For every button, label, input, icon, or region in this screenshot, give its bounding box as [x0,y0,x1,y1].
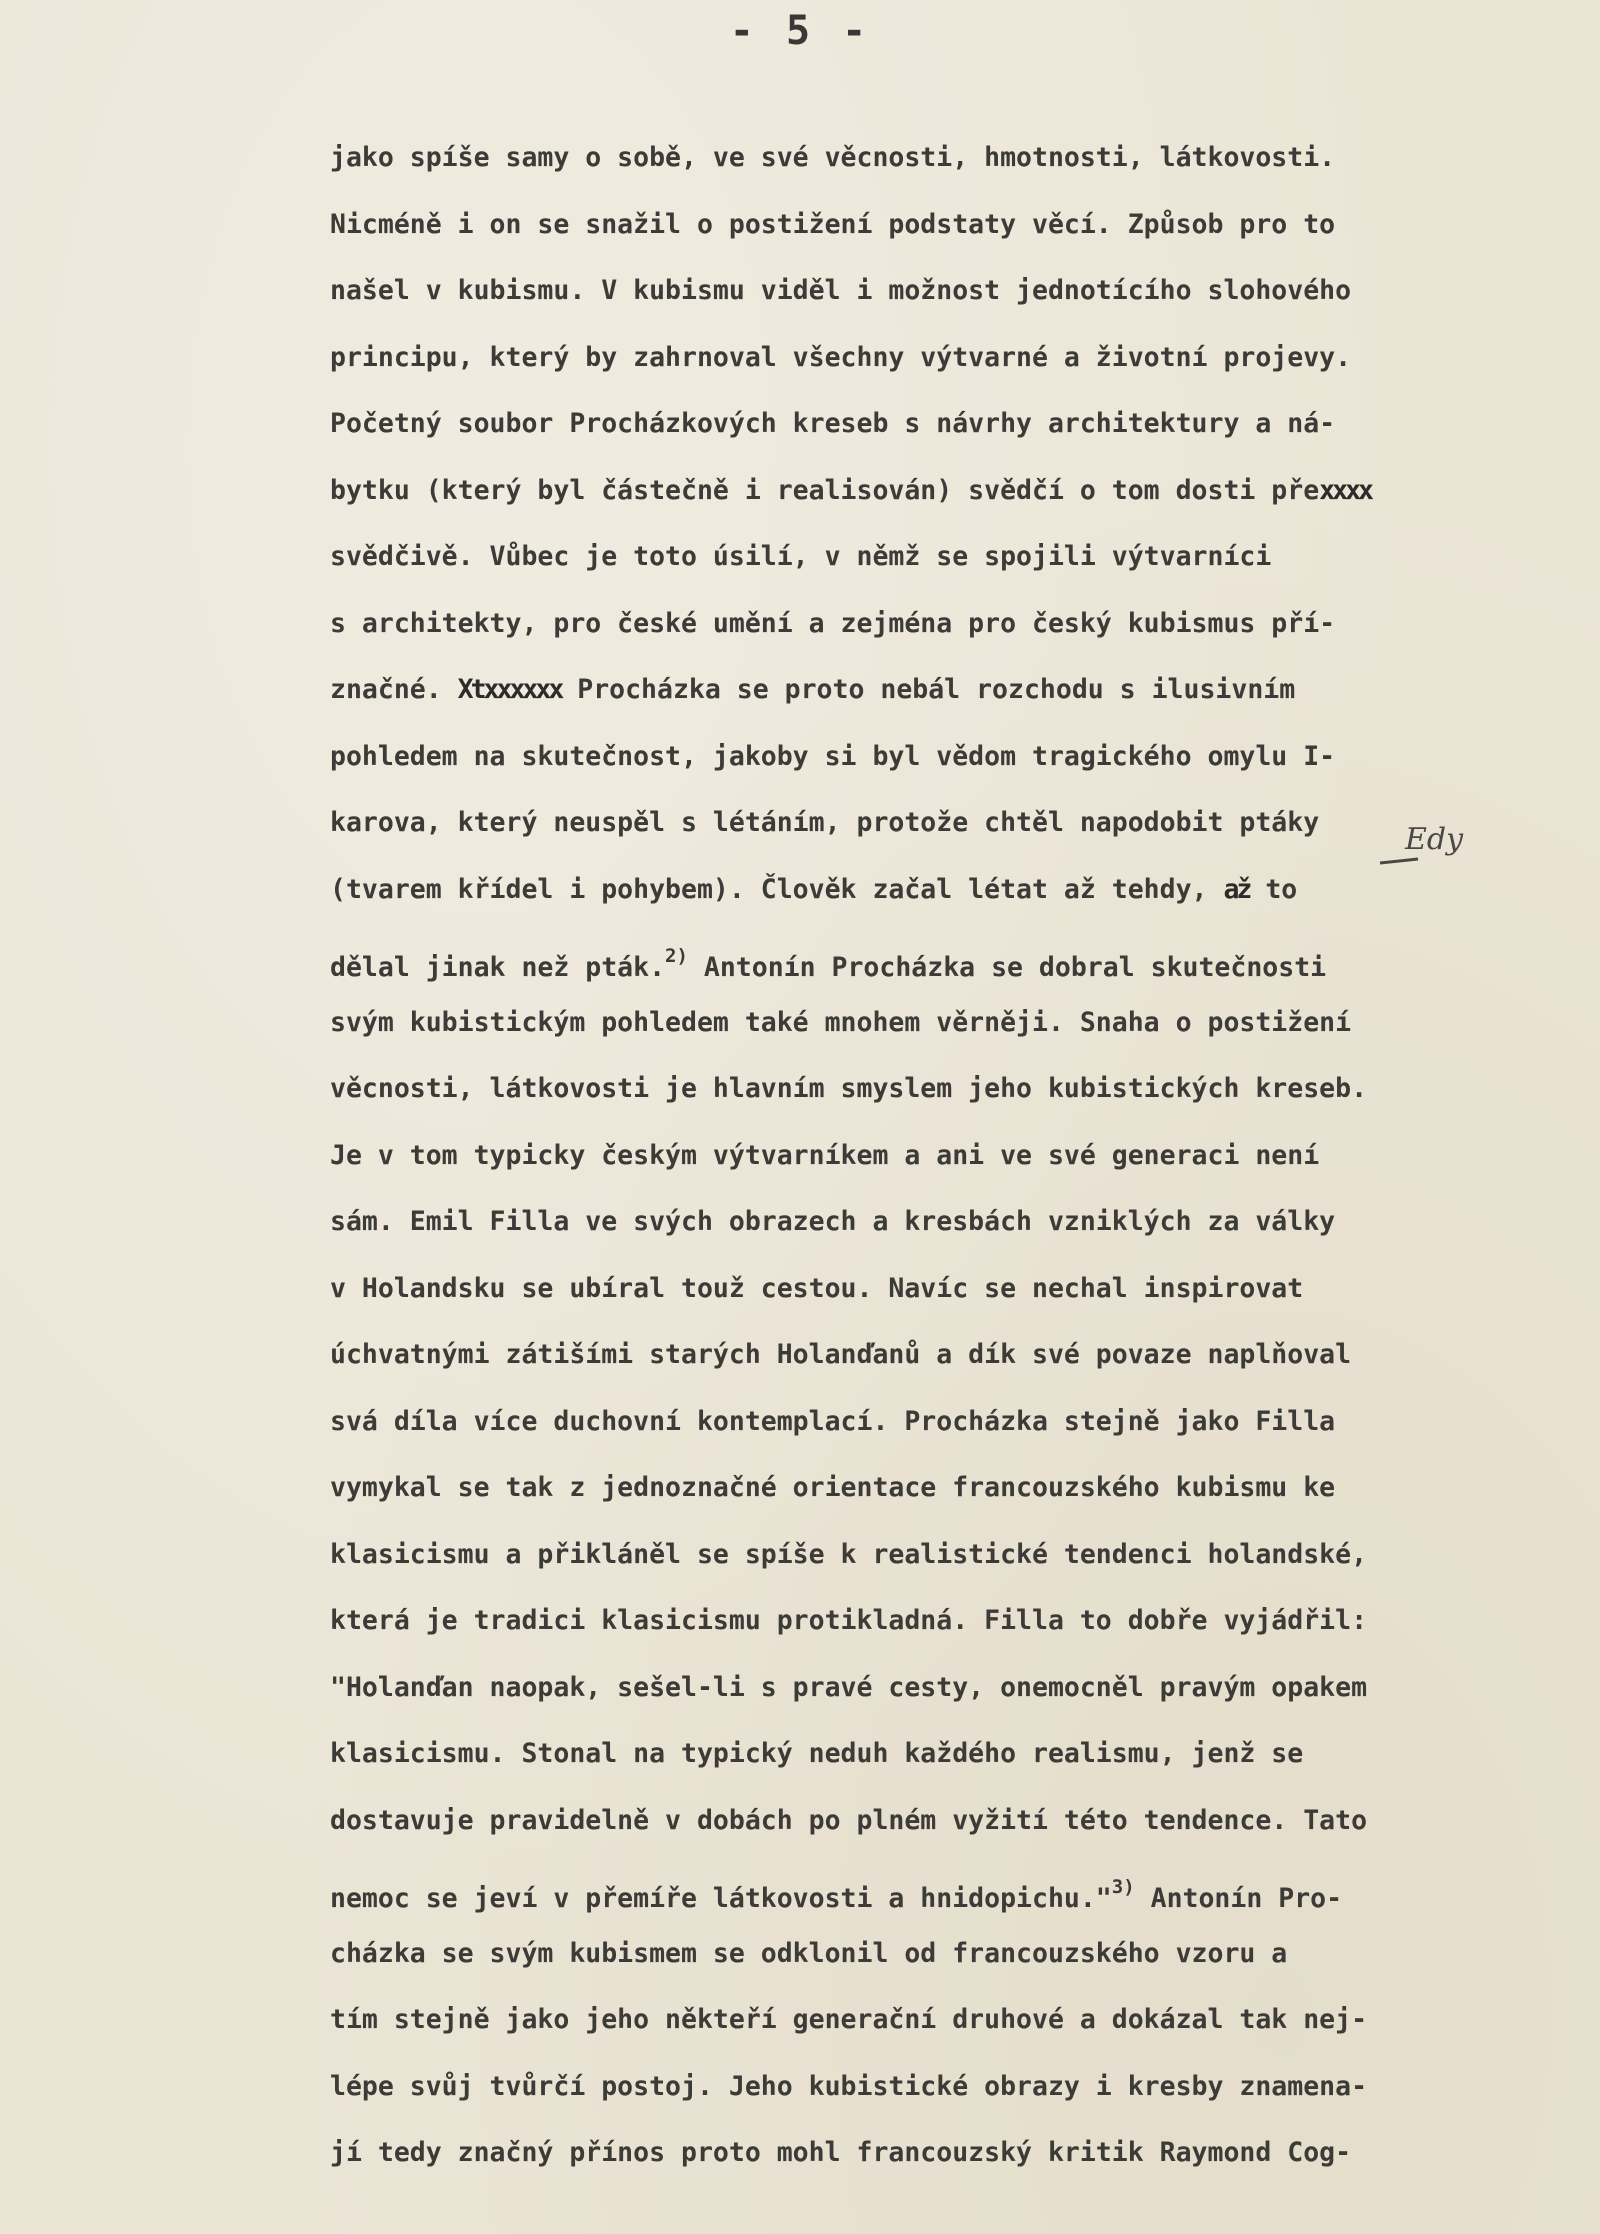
line-text: (tvarem křídel i pohybem). Člověk začal létat až tehdy, [330,873,1224,905]
text-line [330,1389,1600,1456]
line-text: dělal jinak než pták. [330,952,666,983]
text-line [330,1189,1600,1256]
line-text: Nicméně i on se snažil o postižení podstaty věcí. Způsob pro to [330,208,1336,240]
text-line [330,125,1600,192]
handwritten-correction: Edy [1405,822,1464,857]
text-line [330,1721,1600,1788]
text-line [330,1655,1600,1722]
line-text: tím stejně jako jeho někteří generační druhové a dokázal tak nej- [330,2004,1368,2035]
text-line [330,2120,1600,2187]
line-text: bytku (který byl částečně i realisován) svědčí o tom dosti pře [330,474,1320,506]
line-text: Početný soubor Procházkových kreseb s návrhy architektury a ná- [330,408,1336,439]
line-text: cházka se svým kubismem se odklonil od francouzského vzoru a [330,1937,1288,1969]
text-line [330,724,1600,791]
line-text: jí tedy značný přínos proto mohl francouzský kritik Raymond Cog- [330,2137,1352,2168]
line-text: klasicismu. Stonal na typický neduh každého realismu, jenž se [330,1738,1304,1769]
text-line [330,192,1600,259]
text-line [330,2054,1600,2121]
text-line [330,1455,1600,1522]
line-text: s architekty, pro české umění a zejména pro český kubismus pří- [330,607,1336,639]
text-line [330,790,1600,857]
text-line [330,258,1600,325]
text-line [330,458,1600,525]
overtyped-text: Xtxxxxxx [457,674,562,705]
line-text-continued: Procházka se proto nebál rozchodu s ilusivním [561,674,1296,705]
text-line [330,990,1600,1057]
footnote-marker: 2) [665,945,688,967]
text-line [330,591,1600,658]
overtyped-text: xxxx [1319,474,1371,506]
line-text-continued: Antonín Procházka se dobral skutečnosti [687,952,1327,983]
text-line [330,524,1600,591]
line-text: vymykal se tak z jednoznačné orientace francouzského kubismu ke [330,1472,1336,1503]
line-text: svědčivě. Vůbec je toto úsilí, v němž se spojili výtvarníci [330,541,1272,572]
text-line [330,857,1600,924]
line-text: pohledem na skutečnost, jakoby si byl vědom tragického omylu I- [330,740,1336,772]
line-text: svým kubistickým pohledem také mnohem věrněji. Snaha o postižení [330,1006,1352,1038]
line-text: značné. [330,674,458,705]
text-line [330,1588,1600,1655]
text-line [330,1987,1600,2054]
line-text: v Holandsku se ubíral touž cestou. Navíc se nechal inspirovat [330,1272,1304,1304]
line-text: principu, který by zahrnoval všechny výtvarné a životní projevy. [330,341,1352,373]
line-text: dostavuje pravidelně v dobách po plném vyžití této tendence. Tato [330,1804,1368,1836]
line-text: lépe svůj tvůrčí postoj. Jeho kubistické obrazy i kresby znamena- [330,2070,1368,2102]
text-line [330,1123,1600,1190]
line-text: klasicismu a přikláněl se spíše k realistické tendenci holandské, [330,1538,1368,1570]
line-text: která je tradici klasicismu protikladná. Filla to dobře vyjádřil: [330,1605,1368,1636]
text-line [330,1788,1600,1855]
text-line [330,923,1600,990]
line-text: Je v tom typicky českým výtvarníkem a ani ve své generaci není [330,1139,1320,1171]
line-text: věcnosti, látkovosti je hlavním smyslem jeho kubistických kreseb. [330,1073,1368,1104]
line-text: nemoc se jeví v přemíře látkovosti a hnidopichu." [330,1883,1112,1914]
line-text: "Holanďan naopak, sešel-li s pravé cesty, onemocněl pravým opakem [330,1671,1368,1703]
text-line [330,391,1600,458]
overtyped-text: až [1223,873,1250,905]
footnote-marker: 3) [1111,1876,1135,1898]
text-line [330,657,1600,724]
text-line [330,1322,1600,1389]
line-text: úchvatnými zátišími starých Holanďanů a dík své povaze naplňoval [330,1339,1352,1370]
text-line [330,325,1600,392]
text-line [330,1056,1600,1123]
text-line [330,1854,1600,1921]
text-line [330,1522,1600,1589]
body-text [330,125,1600,2187]
line-text: karova, který neuspěl s létáním, protože chtěl napodobit ptáky [330,807,1320,838]
text-line [330,1921,1600,1988]
line-text-continued: to [1249,873,1298,905]
page-number: - 5 - [729,8,871,54]
line-text-continued: Antonín Pro- [1134,1883,1343,1914]
line-text: sám. Emil Filla ve svých obrazech a kresbách vzniklých za války [330,1206,1336,1237]
line-text: svá díla více duchovní kontemplací. Procházka stejně jako Filla [330,1405,1336,1437]
line-text: jako spíše samy o sobě, ve své věcnosti, hmotnosti, látkovosti. [330,142,1336,173]
line-text: našel v kubismu. V kubismu viděl i možnost jednotícího slohového [330,275,1352,306]
text-line [330,1256,1600,1323]
